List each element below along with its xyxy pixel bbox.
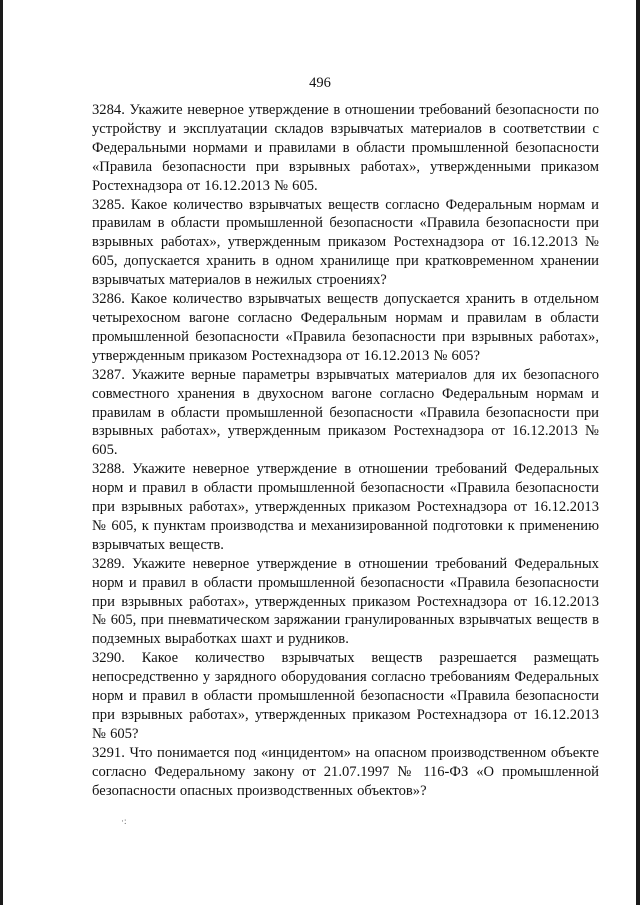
- question-3291: [92, 744, 599, 801]
- question-text: Укажите неверное утверждение в отношении требований Федеральных норм и правил в области промышленной безопасности «Правила безопасности при взрывных работах», утвержденных приказом Ростехнадзора от 16.12.2013 № 605, при пневматическом заряжании гранулированных взрывчатых веществ в подземных выработках шахт и рудников.: [92, 555, 599, 648]
- question-3286: [92, 290, 599, 366]
- question-number: 3287.: [92, 366, 125, 383]
- question-number: 3291.: [92, 744, 125, 761]
- question-text: Укажите верные параметры взрывчатых материалов для их безопасного совместного хранения в двухосном вагоне согласно Федеральным нормам и правилам в области промышленной безопасности «Правила безопасности при взрывных работах», утвержденным приказом Ростехнадзора от 16.12.2013 № 605.: [92, 366, 599, 459]
- question-text: Какое количество взрывчатых веществ допускается хранить в отдельном четырехосном вагоне согласно Федеральным нормам и правилам в области промышленной безопасности «Правила безопасности при взрывных работах», утвержденным приказом Ростехнадзора от 16.12.2013 № 605?: [92, 291, 599, 364]
- scan-border-right: [636, 0, 640, 905]
- question-3289: [92, 555, 599, 650]
- scan-border-left: [0, 0, 3, 905]
- question-text: Укажите неверное утверждение в отношении требований Федеральных норм и правил в области промышленной безопасности «Правила безопасности при взрывных работах», утвержденных приказом Ростехнадзора от 16.12.2013 № 605, к пунктам производства и механизированной подготовки к применению взрывчатых веществ.: [92, 461, 599, 553]
- question-3288: [92, 460, 599, 555]
- page-number: 496: [309, 75, 331, 91]
- question-text: Укажите неверное утверждение в отношении требований безопасности по устройству и эксплуатации складов взрывчатых материалов в соответствии с Федеральными нормами и правилами в области промышленной безопасности «Правила безопасности при взрывных работах», утвержденными приказом Ростехнадзора от 16.12.2013 № 605.: [92, 102, 599, 194]
- question-list: [92, 101, 599, 801]
- question-3284: [92, 101, 599, 196]
- question-text: Какое количество взрывчатых веществ разрешается размещать непосредственно у зарядного оборудования согласно требованиям Федеральных норм и правил в области промышленной безопасности «Правила безопасности при взрывных работах», утвержденных приказом Ростехнадзора от 16.12.2013 № 605?: [92, 650, 599, 742]
- question-number: 3284.: [92, 102, 125, 118]
- question-text: Какое количество взрывчатых веществ согласно Федеральным нормам и правилам в области промышленной безопасности «Правила безопасности при взрывных работах», утвержденным приказом Ростехнадзора от 16.12.2013 № 605, допускается хранить в одном хранилище при кратковременном хранении взрывчатых материалов в нежилых строениях?: [92, 196, 599, 289]
- question-number: 3288.: [92, 461, 125, 478]
- question-3287: [92, 366, 599, 461]
- question-3285: [92, 196, 599, 291]
- question-number: 3289.: [92, 555, 125, 572]
- question-3290: [92, 649, 599, 744]
- question-number: 3285.: [92, 196, 125, 213]
- question-number: 3286.: [92, 291, 125, 308]
- question-number: 3290.: [92, 650, 125, 667]
- scan-mark: ·:: [121, 816, 127, 826]
- question-text: Что понимается под «инцидентом» на опасном производственном объекте согласно Федеральному закону от 21.07.1997 № 116-ФЗ «О промышленной безопасности опасных производственных объектов»?: [92, 744, 600, 799]
